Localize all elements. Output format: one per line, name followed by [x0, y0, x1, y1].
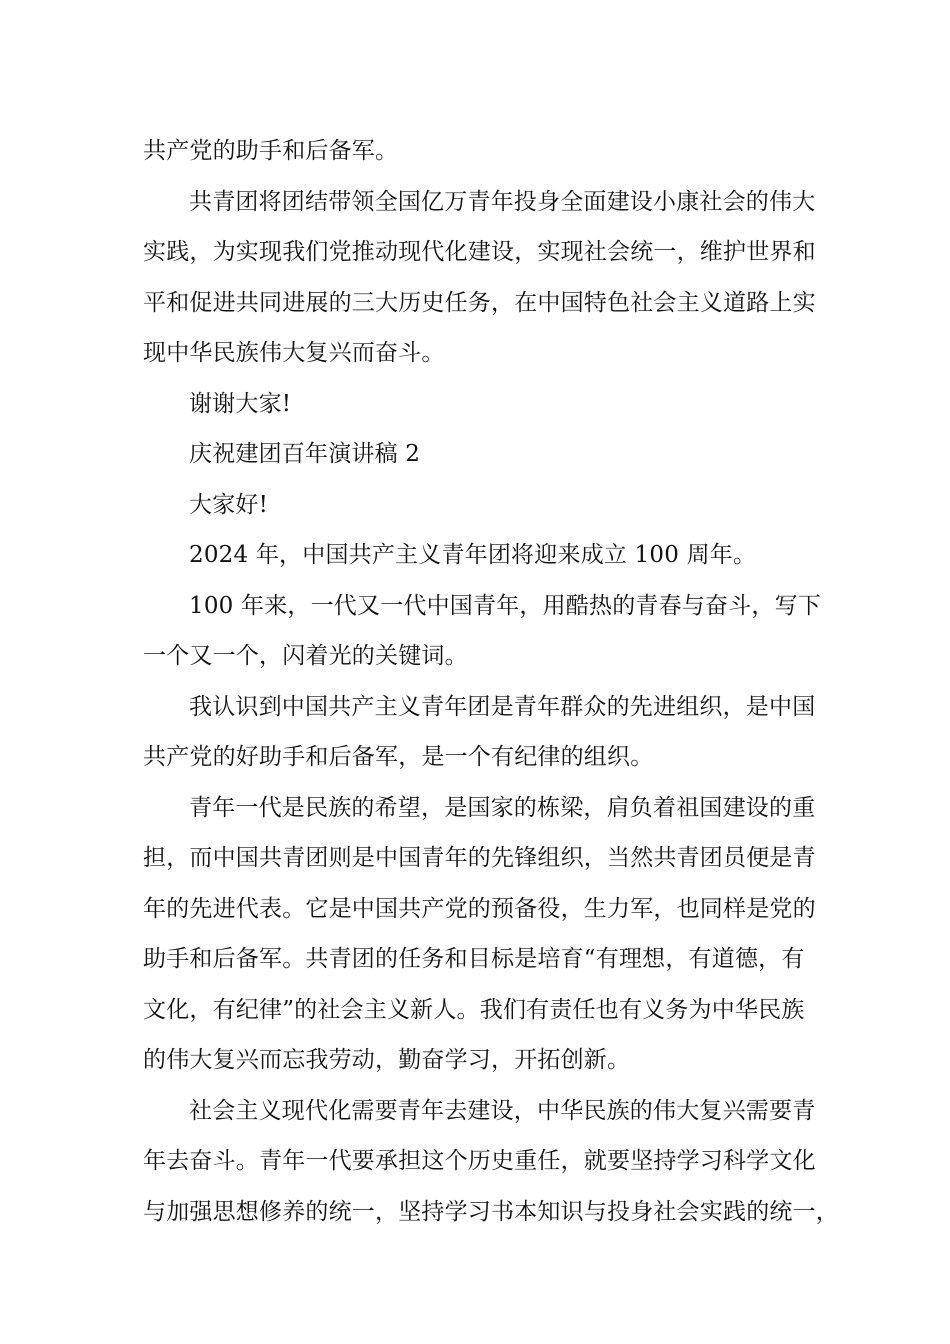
- text-line: 的伟大复兴而忘我劳动，勤奋学习，开拓创新。: [143, 1047, 631, 1073]
- document-body: [143, 126, 839, 1237]
- text-line: 青年一代是民族的希望，是国家的栋梁，肩负着祖国建设的重: [189, 794, 816, 821]
- text-line: 谢谢大家!: [189, 390, 292, 417]
- text-line: 我认识到中国共产主义青年团是青年群众的先进组织，是中国: [189, 693, 816, 720]
- text-line: 现中华民族伟大复兴而奋斗。: [143, 340, 445, 366]
- text-line: 共产党的助手和后备军。: [143, 138, 399, 164]
- text-line: 与加强思想修养的统一，坚持学习书本知识与投身社会实践的统一，: [143, 1198, 839, 1225]
- text-line: 实践，为实现我们党推动现代化建设，实现社会统一，维护世界和: [143, 239, 816, 265]
- text-line: 平和促进共同进展的三大历史任务，在中国特色社会主义道路上实: [143, 289, 816, 316]
- text-line: 共产党的好助手和后备军，是一个有纪律的组织。: [143, 744, 654, 770]
- text-line: 社会主义现代化需要青年去建设，中华民族的伟大复兴需要青: [189, 1097, 816, 1124]
- text-line: 年去奋斗。青年一代要承担这个历史重任，就要坚持学习科学文化: [143, 1148, 816, 1174]
- text-line: 共青团将团结带领全国亿万青年投身全面建设小康社会的伟大: [189, 188, 816, 215]
- text-line: 一个又一个，闪着光的关键词。: [143, 643, 468, 669]
- text-line: 100 年来，一代又一代中国青年，用酷热的青春与奋斗，写下: [189, 592, 822, 619]
- text-line: 助手和后备军。共青团的任务和目标是培育“有理想，有道德，有: [143, 946, 805, 972]
- text-line: 担，而中国共青团则是中国青年的先锋组织，当然共青团员便是青: [143, 845, 816, 871]
- section-title: 庆祝建团百年演讲稿 2: [189, 441, 421, 467]
- text-line: 文化，有纪律”的社会主义新人。我们有责任也有义务为中华民族: [143, 996, 805, 1023]
- text-line: 2024 年，中国共产主义青年团将迎来成立 100 周年。: [189, 542, 757, 568]
- text-line: 年的先进代表。它是中国共产党的预备役，生力军，也同样是党的: [143, 895, 816, 922]
- text-line: 大家好!: [189, 491, 269, 518]
